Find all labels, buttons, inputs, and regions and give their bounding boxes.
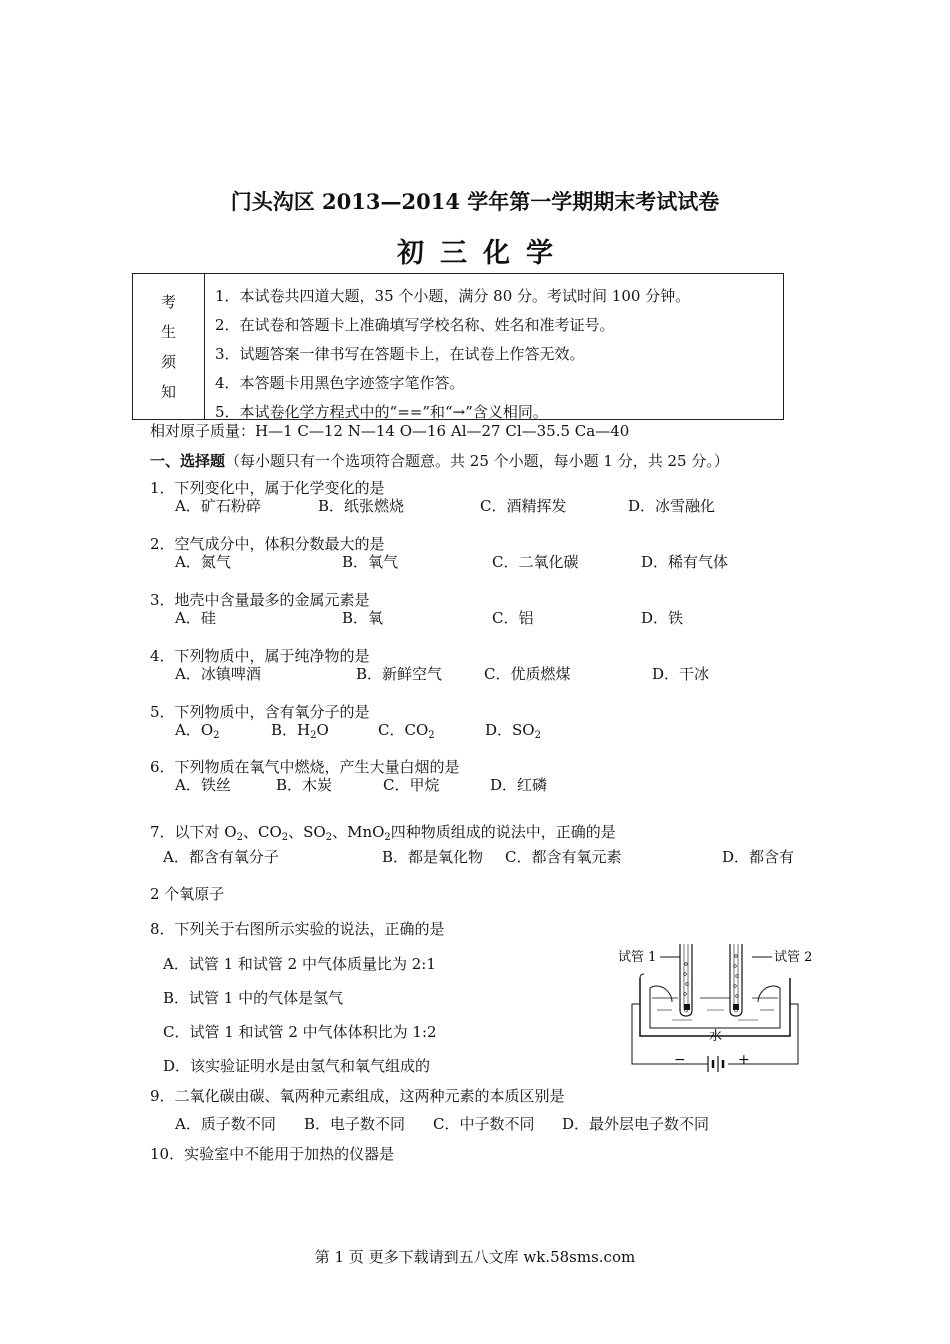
notice-item: 1．本试卷共四道大题，35 个小题，满分 80 分。考试时间 100 分钟。 — [215, 287, 691, 305]
exam-title: 门头沟区 2013—2014 学年第一学期期末考试试卷 — [230, 189, 720, 214]
question-4-stem: 4．下列物质中，属于纯净物的是 — [150, 647, 370, 665]
notice-item: 3．试题答案一律书写在答题卡上，在试卷上作答无效。 — [215, 345, 585, 363]
q2-option-b: B．氧气 — [342, 553, 399, 571]
q9-option-a: A．质子数不同 — [175, 1115, 276, 1133]
plus-sign: + — [738, 1052, 750, 1068]
q6-option-b: B．木炭 — [276, 776, 333, 794]
question-6-stem: 6．下列物质在氧气中燃烧，产生大量白烟的是 — [150, 758, 460, 776]
q6-option-a: A．铁丝 — [175, 776, 231, 794]
q9-option-d: D．最外层电子数不同 — [562, 1115, 710, 1133]
notice-label-char: 须 — [160, 352, 176, 371]
q5-option-b: B．$H_2O$ — [271, 721, 329, 741]
q3-option-b: B．氧 — [342, 609, 384, 627]
q7-option-c: C．都含有氧元素 — [505, 848, 622, 866]
subject-title — [0, 231, 950, 270]
question-5-stem: 5．下列物质中，含有氧分子的是 — [150, 703, 370, 721]
notice-label — [133, 274, 205, 419]
q2-option-c: C．二氧化碳 — [492, 553, 579, 571]
q9-option-b: B．电子数不同 — [304, 1115, 406, 1133]
q3-option-d: D．铁 — [641, 609, 684, 627]
q6-option-c: C．甲烷 — [383, 776, 440, 794]
question-7-stem: 7．以下对 $O_2$、$CO_2$、$SO_2$、MnO$_2$四种物质组成的说法中，正确的是 — [150, 823, 616, 843]
subject-char: 初 — [397, 238, 424, 269]
q3-option-a: A．硅 — [175, 609, 216, 627]
q1-option-d: D．冰雪融化 — [628, 497, 716, 515]
q2-option-d: D．稀有气体 — [641, 553, 729, 571]
water-label: 水 — [709, 1029, 723, 1044]
q4-option-d: D．干冰 — [652, 665, 710, 683]
q4-option-c: C．优质燃煤 — [484, 665, 571, 683]
q7-option-b: B．都是氧化物 — [382, 848, 484, 866]
q7-option-d-continued: 2 个氧原子 — [150, 885, 225, 903]
electrode-2 — [733, 1004, 739, 1010]
q9-option-c: C．中子数不同 — [433, 1115, 535, 1133]
section-title: 一、选择题 — [150, 452, 226, 470]
question-2-stem: 2．空气成分中，体积分数最大的是 — [150, 535, 385, 553]
notice-items — [215, 282, 690, 427]
water-trough — [640, 978, 790, 1036]
page-footer: 第 1 页 更多下载请到五八文库 wk.58sms.com — [314, 1248, 636, 1266]
q8-option-b: B．试管 1 中的气体是氢气 — [163, 989, 344, 1007]
notice-label-char: 生 — [160, 322, 176, 341]
exam-notice-box — [132, 273, 784, 420]
minus-sign: − — [674, 1052, 686, 1068]
electrode-1 — [684, 1004, 690, 1010]
question-8-stem: 8．下列关于右图所示实验的说法，正确的是 — [150, 920, 445, 938]
q5-option-c: C．$CO_2$ — [378, 721, 435, 741]
q3-option-c: C．铝 — [492, 609, 534, 627]
tube-1-label: 试管 1 — [618, 950, 657, 965]
q2-option-a: A．氮气 — [175, 553, 231, 571]
notice-item: 4．本答题卡用黑色字迹签字笔作答。 — [215, 374, 465, 392]
notice-label-char: 知 — [160, 382, 176, 401]
q1-option-b: B．纸张燃烧 — [318, 497, 405, 515]
section-note: （每小题只有一个选项符合题意。共 25 个小题，每小题 1 分，共 25 分。） — [225, 452, 729, 470]
question-3-stem: 3．地壳中含量最多的金属元素是 — [150, 591, 370, 609]
q8-option-c: C．试管 1 和试管 2 中气体体积比为 1:2 — [163, 1023, 437, 1041]
question-9-stem: 9．二氧化碳由碳、氧两种元素组成，这两种元素的本质区别是 — [150, 1087, 565, 1105]
subject-char: 化 — [483, 238, 510, 269]
tube-2-label: 试管 2 — [774, 950, 813, 965]
q7-option-a: A．都含有氧分子 — [163, 848, 279, 866]
question-1-stem: 1．下列变化中，属于化学变化的是 — [150, 479, 385, 497]
question-10-stem: 10．实验室中不能用于加热的仪器是 — [150, 1145, 395, 1163]
q4-option-a: A．冰镇啤酒 — [175, 665, 261, 683]
atomic-mass-line: 相对原子质量：H—1 C—12 N—14 O—16 Al—27 Cl—35.5 Ca—40 — [150, 422, 630, 440]
q6-option-d: D．红磷 — [490, 776, 548, 794]
q1-option-c: C．酒精挥发 — [480, 497, 567, 515]
q1-option-a: A．矿石粉碎 — [175, 497, 261, 515]
subject-char: 学 — [526, 238, 553, 269]
q8-option-a: A．试管 1 和试管 2 中气体质量比为 2:1 — [163, 955, 436, 973]
q5-option-a: A．$O_2$ — [175, 721, 220, 741]
q8-option-d: D．该实验证明水是由氢气和氧气组成的 — [163, 1057, 431, 1075]
section-heading — [150, 450, 729, 471]
subject-char: 三 — [440, 238, 467, 269]
notice-label-char: 考 — [160, 292, 176, 311]
q5-option-d: D．$SO_2$ — [485, 721, 541, 741]
q7-option-d: D．都含有 — [722, 848, 795, 866]
electrolysis-diagram — [612, 936, 822, 1074]
notice-item: 2．在试卷和答题卡上准确填写学校名称、姓名和准考证号。 — [215, 316, 615, 334]
notice-item: 5．本试卷化学方程式中的“==”和“→”含义相同。 — [215, 403, 548, 421]
q4-option-b: B．新鲜空气 — [356, 665, 443, 683]
